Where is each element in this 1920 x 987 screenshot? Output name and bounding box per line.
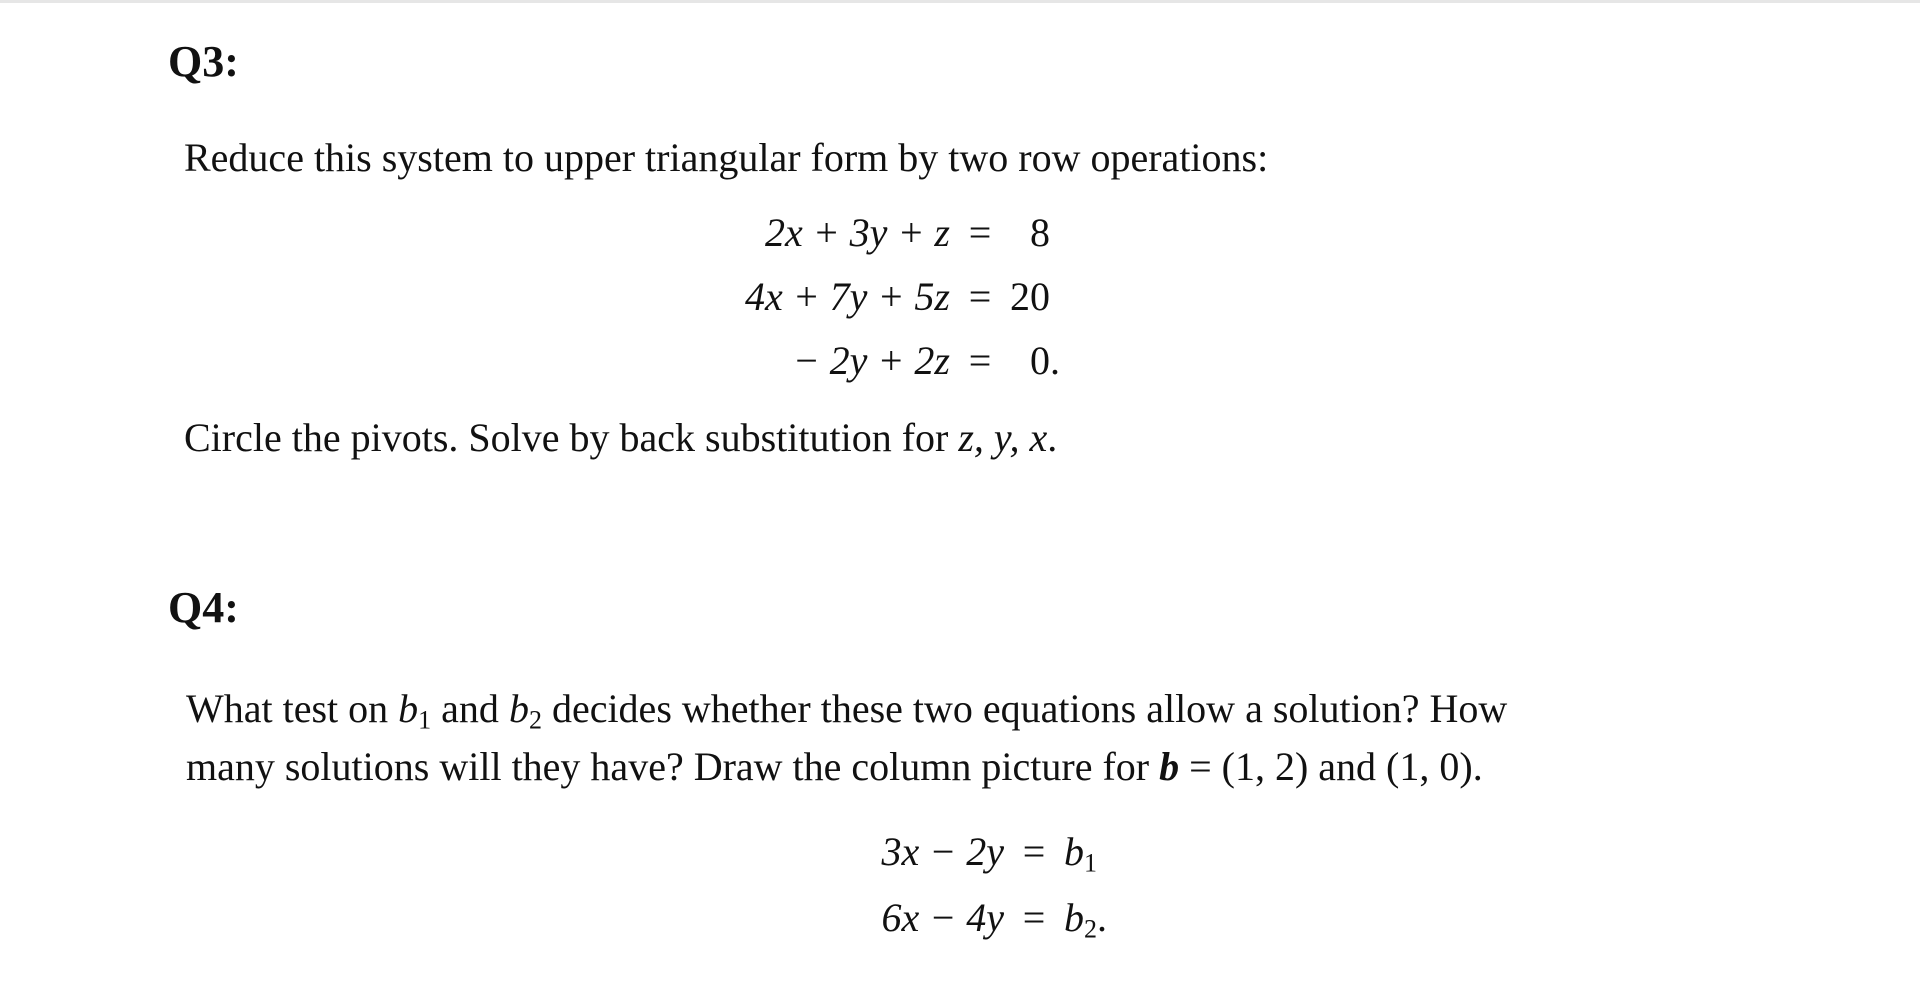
- b-variable: b: [1064, 895, 1084, 940]
- q4-heading: Q4:: [168, 583, 239, 632]
- subscript: 1: [1084, 848, 1097, 878]
- equals-sign: =: [1022, 895, 1046, 940]
- equation-lhs: 6x − 4y: [881, 895, 1004, 940]
- followup-period: .: [1047, 415, 1058, 460]
- q4-text: and: [431, 686, 509, 731]
- equation-rhs: 20: [1010, 274, 1050, 319]
- equation-lhs: 2x + 3y + z: [764, 210, 950, 255]
- q3-equation-system: [700, 210, 1090, 383]
- b-variable: b: [1064, 829, 1084, 874]
- b-variable: b: [508, 686, 529, 731]
- q4-text: What test on: [186, 686, 399, 731]
- equals-sign: =: [968, 274, 992, 319]
- equals-sign: =: [968, 338, 992, 383]
- equation-end: .: [1097, 895, 1107, 940]
- q3-followup: [184, 414, 1057, 462]
- followup-text: Circle the pivots. Solve by back substitution for: [184, 415, 959, 460]
- equation-rhs: [1064, 895, 1164, 944]
- equation-lhs: − 2y + 2z: [792, 338, 950, 383]
- q3-heading: Q3:: [168, 37, 239, 86]
- equation-rhs: [1064, 829, 1164, 878]
- equation-lhs: 4x + 7y + 5z: [744, 274, 950, 319]
- subscript: 2: [528, 705, 542, 735]
- top-divider: [0, 0, 1920, 3]
- q4-text: = (1, 2) and (1, 0).: [1179, 744, 1483, 789]
- equation-rhs: 8: [1030, 210, 1050, 255]
- equals-sign: =: [968, 210, 992, 255]
- q4-text: decides whether these two equations allow a solution? How: [541, 686, 1508, 731]
- q4-question-line-2: [186, 743, 1483, 791]
- subscript: 1: [418, 705, 432, 735]
- q4-question-line-1: [186, 685, 1507, 733]
- b-variable: b: [398, 686, 419, 731]
- q4-text: many solutions will they have? Draw the column picture for: [186, 744, 1160, 789]
- followup-variables: z, y, x: [958, 415, 1048, 460]
- q3-prompt: Reduce this system to upper triangular form by two row operations:: [184, 135, 1269, 180]
- equation-lhs: 3x − 2y: [881, 829, 1004, 874]
- b-vector: b: [1159, 744, 1180, 789]
- subscript: 2: [1084, 914, 1097, 944]
- q4-equation-system: [826, 829, 1164, 944]
- equation-rhs: 0.: [1030, 338, 1060, 383]
- equals-sign: =: [1022, 829, 1046, 874]
